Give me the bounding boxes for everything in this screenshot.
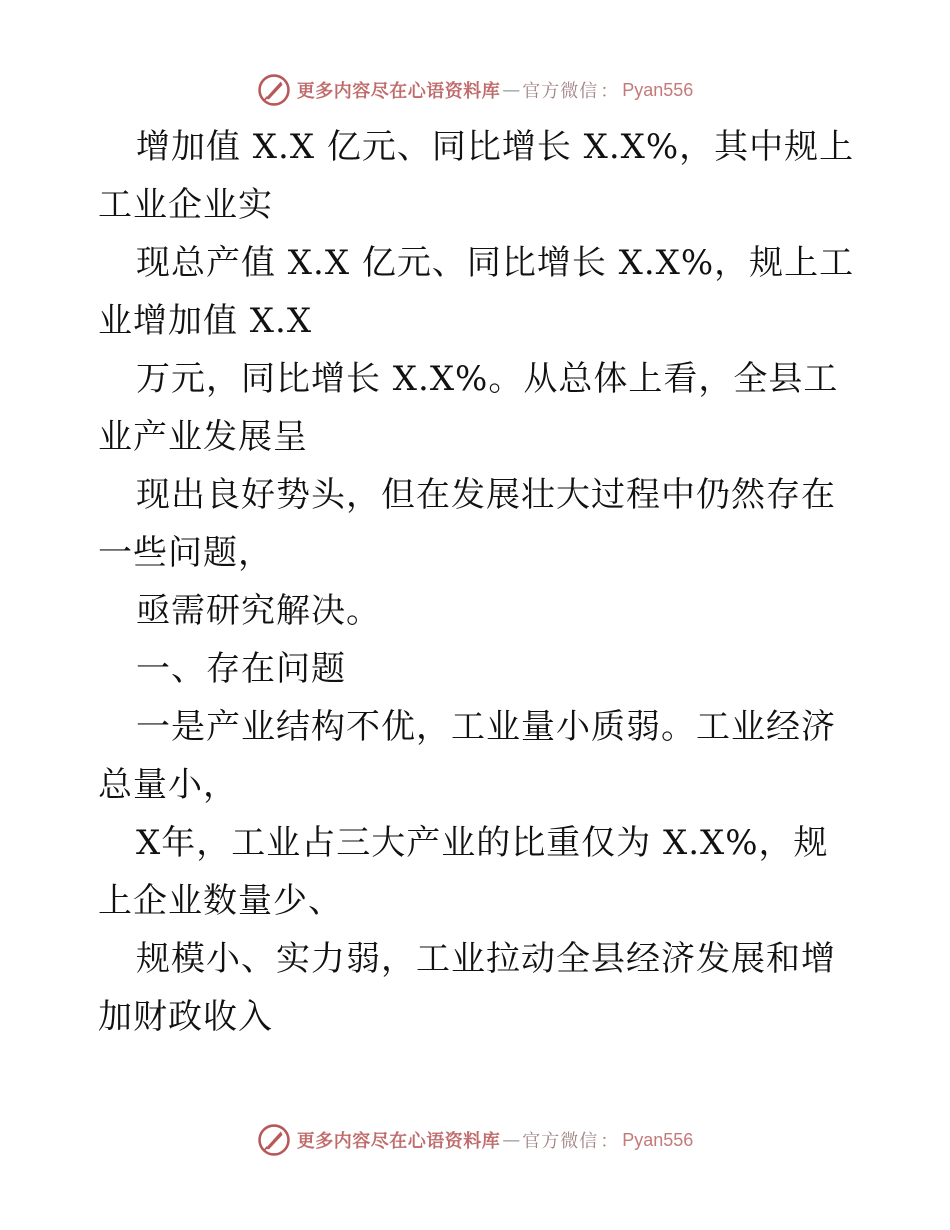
feather-pen-logo-icon bbox=[257, 1123, 291, 1157]
paragraph-8: 规模小、实力弱，工业拉动全县经济发展和增加财政收入 bbox=[98, 939, 836, 1037]
watermark-colon: ： bbox=[600, 1131, 619, 1152]
watermark-footer bbox=[0, 1120, 950, 1160]
watermark-wechat-id: Pyan556 bbox=[622, 79, 694, 100]
paragraph-7: X年，工业占三大产业的比重仅为 X.X%，规上企业数量少、 bbox=[98, 823, 829, 921]
watermark-colon: ： bbox=[600, 81, 619, 102]
watermark-official-label: 官方微信 bbox=[522, 1131, 599, 1152]
document-body bbox=[98, 118, 858, 1046]
paragraph-1: 增加值 X.X 亿元、同比增长 X.X%，其中规上工业企业实 bbox=[98, 127, 855, 225]
paragraph-4: 现出良好势头，但在发展壮大过程中仍然存在一些问题， bbox=[98, 475, 836, 573]
section-heading: 一、存在问题 bbox=[136, 649, 346, 689]
paragraph-5: 亟需研究解决。 bbox=[136, 591, 381, 631]
paragraph-2: 现总产值 X.X 亿元、同比增长 X.X%，规上工业增加值 X.X bbox=[98, 243, 855, 341]
watermark-header bbox=[0, 70, 950, 110]
paragraph-6: 一是产业结构不优，工业量小质弱。工业经济总量小， bbox=[98, 707, 836, 805]
watermark-dash: — bbox=[502, 1129, 521, 1151]
watermark-brand: 更多内容尽在心语资料库 bbox=[296, 1131, 501, 1152]
watermark-official-label: 官方微信 bbox=[522, 81, 599, 102]
watermark-brand: 更多内容尽在心语资料库 bbox=[296, 81, 501, 102]
paragraph-3: 万元，同比增长 X.X%。从总体上看，全县工业产业发展呈 bbox=[98, 359, 839, 457]
watermark-wechat-id: Pyan556 bbox=[622, 1129, 694, 1150]
feather-pen-logo-icon bbox=[257, 73, 291, 107]
watermark-dash: — bbox=[502, 79, 521, 101]
